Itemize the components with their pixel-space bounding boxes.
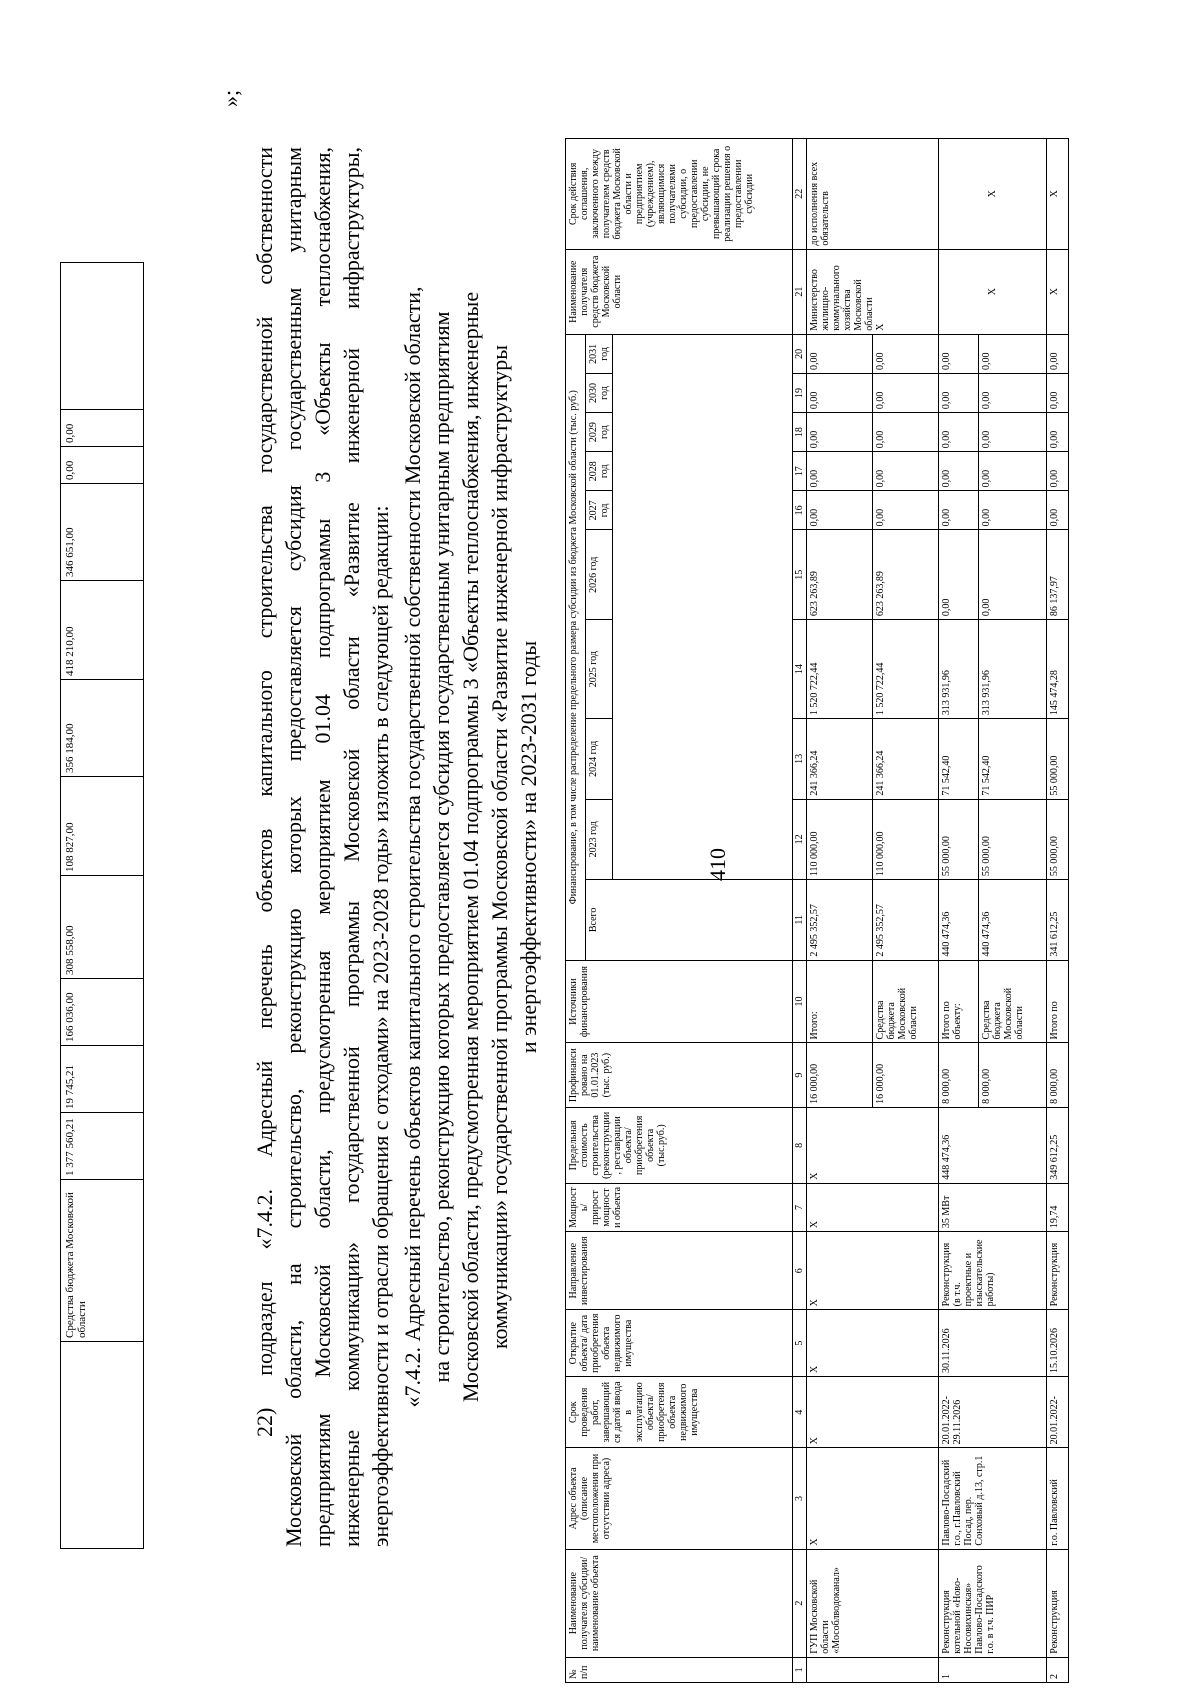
cell-direction: Х <box>807 1232 939 1310</box>
cell-value: 0,00 <box>939 491 979 530</box>
fragment-spacer <box>61 1342 144 1549</box>
cell-value: 0,00 <box>939 373 979 412</box>
cell-name: Реконструкция <box>1047 1549 1069 1657</box>
heading-line: Московской области, предусмотренная мероприятием 01.04 подпрограммы 3 «Объекты теплоснабжения, инженерные <box>458 291 483 1403</box>
column-number: 3 <box>793 1448 807 1549</box>
cell-source: Итого по объекту: <box>939 960 979 1043</box>
cell-recipient: Х <box>939 249 1047 334</box>
cell-term: 20.01.2022- <box>1047 1377 1069 1448</box>
fragment-value: 308 558,00 <box>61 876 144 979</box>
fragment-spacer <box>61 263 144 410</box>
heading-line: на строительство, реконструкцию которых предоставляется субсидия государственным унитарным предприятиям <box>429 311 454 1383</box>
cell-n <box>807 1657 939 1682</box>
paragraph-line: инженерные коммуникации» государственной программы Московской области «Развитие инженерной инфраструктуры, <box>339 147 364 1547</box>
table-row <box>1047 139 1069 1683</box>
cell-power: 19,74 <box>1047 1183 1069 1231</box>
cell-prefin: 16 000,00 <box>873 1043 939 1107</box>
column-number: 13 <box>793 719 807 800</box>
paragraph-line: Московской области, на строительство, реконструкцию которых предоставляется субсидия государственным унитарным <box>281 147 306 1547</box>
header-cost: Предельная стоимость строительства (реконструкции, реставрации объекта/ приобретения объекта (тыс.руб.) <box>566 1107 793 1183</box>
cell-value: 0,00 <box>939 413 979 452</box>
cell-value: 0,00 <box>1047 334 1069 373</box>
cell-value: 55 000,00 <box>1047 799 1069 880</box>
column-number: 10 <box>793 960 807 1043</box>
cell-value: 86 137,97 <box>1047 530 1069 620</box>
cell-value: 0,00 <box>873 452 939 491</box>
column-number: 21 <box>793 249 807 334</box>
column-number: 5 <box>793 1310 807 1377</box>
cell-value: 0,00 <box>979 491 1047 530</box>
cell-period: Х <box>1047 139 1069 250</box>
header-source: Источники финансирования <box>566 960 793 1043</box>
cell-prefin: 16 000,00 <box>807 1043 873 1107</box>
header-prefin: Профинансировано на 01.01.2023 (тыс. руб.) <box>566 1043 793 1107</box>
heading-line: и энергоэффективности» на 2023-2031 годы <box>516 640 541 1054</box>
fragment-value: 1 377 560,21 <box>61 1113 144 1180</box>
cell-term: 20.01.2022-29.11.2026 <box>939 1377 1047 1448</box>
cell-value: 313 931,96 <box>979 620 1047 719</box>
cell-total: 2 495 352,57 <box>873 880 939 961</box>
paragraph-line: энергоэффективности и отрасли обращения с отходами» на 2023-2028 годы» изложить в следующей редакции: <box>368 505 393 1547</box>
cell-value: 55 000,00 <box>979 799 1047 880</box>
column-number: 22 <box>793 139 807 250</box>
cell-cost: 349 612,25 <box>1047 1107 1069 1183</box>
header-year: 2023 год <box>586 799 613 880</box>
header-year-space <box>613 334 793 879</box>
header-address: Адрес объекта (описание местоположения при отсутствии адреса) <box>566 1448 793 1549</box>
header-recipient: Наименование получателя средств бюджета Московской области <box>566 249 793 334</box>
header-year: 2028 год <box>586 452 613 491</box>
fragment-value: 0,00 <box>61 447 144 484</box>
column-number: 15 <box>793 530 807 620</box>
cell-value: 55 000,00 <box>1047 719 1069 800</box>
cell-value: 0,00 <box>807 452 873 491</box>
cell-prefin: 8 000,00 <box>1047 1043 1069 1107</box>
address-list-table <box>565 138 1069 1683</box>
fragment-value: 346 651,00 <box>61 484 144 581</box>
column-number: 7 <box>793 1183 807 1231</box>
cell-power: 35 МВт <box>939 1183 1047 1231</box>
cell-source: Средства бюджета Московской области <box>873 960 939 1043</box>
cell-value: 0,00 <box>1047 413 1069 452</box>
cell-recipient: Х <box>1047 249 1069 334</box>
column-number: 16 <box>793 491 807 530</box>
cell-power: Х <box>807 1183 939 1231</box>
cell-value: 241 366,24 <box>873 719 939 800</box>
cell-prefin: 8 000,00 <box>939 1043 979 1107</box>
cell-total: 341 612,25 <box>1047 880 1069 961</box>
header-direction: Направление инвестирования <box>566 1232 793 1310</box>
cell-value: 313 931,96 <box>939 620 979 719</box>
column-number: 6 <box>793 1232 807 1310</box>
cell-source: Средства бюджета Московской области <box>979 960 1047 1043</box>
header-year: 2029 год <box>586 413 613 452</box>
cell-value: 0,00 <box>873 413 939 452</box>
header-period: Срок действия соглашения, заключенного между получателем средств бюджета Московской области и предприятием (учреждением), являющимися получателями субсидии, о предоставлении субсидии, не превышающий срока реализации решения о предоставлении субсидии <box>566 139 793 250</box>
cell-source: Итого: <box>807 960 873 1043</box>
cell-value: 0,00 <box>873 491 939 530</box>
cell-value: 623 263,89 <box>873 530 939 620</box>
fragment-value: 418 210,00 <box>61 581 144 680</box>
cell-value: 145 474,28 <box>1047 620 1069 719</box>
header-year: 2026 год <box>586 530 613 620</box>
recipient-mark: Х <box>875 323 886 331</box>
column-number: 17 <box>793 452 807 491</box>
cell-value: 0,00 <box>1047 373 1069 412</box>
cell-value: 0,00 <box>979 413 1047 452</box>
cell-value: 71 542,40 <box>979 719 1047 800</box>
cell-total: 440 474,36 <box>939 880 979 961</box>
cell-value: 0,00 <box>1047 452 1069 491</box>
column-number: 1 <box>793 1657 807 1682</box>
closing-quote: »; <box>218 89 243 107</box>
column-number: 20 <box>793 334 807 373</box>
cell-value: 0,00 <box>807 334 873 373</box>
column-number: 4 <box>793 1377 807 1448</box>
cell-recipient <box>807 249 939 334</box>
cell-value: 0,00 <box>939 334 979 373</box>
cell-total: 2 495 352,57 <box>807 880 873 961</box>
cell-source: Итого по <box>1047 960 1069 1043</box>
cell-value: 110 000,00 <box>807 799 873 880</box>
column-number: 18 <box>793 413 807 452</box>
fragment-value: 166 036,00 <box>61 979 144 1046</box>
header-year: 2024 год <box>586 719 613 800</box>
cell-value: 0,00 <box>939 452 979 491</box>
column-number: 9 <box>793 1043 807 1107</box>
cell-value: 110 000,00 <box>873 799 939 880</box>
header-term: Срок проведения работ, завершающийся датой ввода в эксплуатацию объекта/ приобретения объекта недвижимого имущества <box>566 1377 793 1448</box>
cell-value: 0,00 <box>807 373 873 412</box>
cell-total: 440 474,36 <box>979 880 1047 961</box>
header-power: Мощность/прирост мощности объекта <box>566 1183 793 1231</box>
header-year: 2030 год <box>586 373 613 412</box>
cell-value: 241 366,24 <box>807 719 873 800</box>
header-name: Наименование получателя субсидии/наименование объекта <box>566 1549 793 1657</box>
column-number: 12 <box>793 799 807 880</box>
cell-value: 0,00 <box>979 373 1047 412</box>
cell-open: 30.11.2026 <box>939 1310 1047 1377</box>
cell-value: 623 263,89 <box>807 530 873 620</box>
column-number: 14 <box>793 620 807 719</box>
cell-period: Х <box>939 139 1047 250</box>
cell-prefin: 8 000,00 <box>979 1043 1047 1107</box>
header-n: № п/п <box>566 1657 793 1682</box>
cell-n: 1 <box>939 1657 1047 1682</box>
fragment-value: 356 184,00 <box>61 680 144 777</box>
cell-cost: 448 474,36 <box>939 1107 1047 1183</box>
cell-value: 1 520 722,44 <box>807 620 873 719</box>
fragment-value: 19 745,21 <box>61 1046 144 1113</box>
cell-term: Х <box>807 1377 939 1448</box>
cell-value: 1 520 722,44 <box>873 620 939 719</box>
fragment-source: Средства бюджета Московской области <box>61 1180 144 1342</box>
header-total: Всего <box>586 880 793 961</box>
table-row <box>939 139 979 1683</box>
header-year: 2031 год <box>586 334 613 373</box>
cell-address: г.о. Павловский <box>1047 1448 1069 1549</box>
column-number: 11 <box>793 880 807 961</box>
cell-period: до исполнения всех обязательств <box>807 139 939 250</box>
cell-address: Павлово-Посадский г.о., г.Павловский Посад, пер. Сонховый д.13, стр.1 <box>939 1448 1047 1549</box>
cell-value: 0,00 <box>807 491 873 530</box>
page-number: 410 <box>705 848 730 881</box>
header-year: 2025 год <box>586 620 613 719</box>
column-numbers-row <box>793 139 807 1683</box>
table-row <box>807 139 873 1683</box>
cell-open: Х <box>807 1310 939 1377</box>
cell-value: 0,00 <box>979 334 1047 373</box>
cell-value: 0,00 <box>979 452 1047 491</box>
section-heading <box>398 147 543 1547</box>
fragment-value: 0,00 <box>61 410 144 447</box>
cell-name: Реконструкция котельной «Ново-Носовихинская» Павлово-Посадского г.о. в т.ч. ПИР <box>939 1549 1047 1657</box>
previous-table-fragment <box>60 262 144 1549</box>
paragraph-line: предприятиям Московской области, предусмотренная мероприятием 01.04 подпрограммы 3 «Объекты теплоснабжения, <box>310 147 335 1547</box>
header-fin-group: Финансирование, в том числе распределение предельного размера субсидии из бюджета Московской области (тыс. руб.) <box>566 334 586 960</box>
cell-value: 0,00 <box>979 530 1047 620</box>
cell-cost: Х <box>807 1107 939 1183</box>
recipient-name: Министерство жилищно-коммунального хозяйства Московской области <box>809 265 875 331</box>
column-number: 19 <box>793 373 807 412</box>
cell-direction: Реконструкция <box>1047 1232 1069 1310</box>
header-year: 2027 год <box>586 491 613 530</box>
heading-line: коммуникации» государственной программы Московской области «Развитие инженерной инфраструктуры <box>487 345 512 1350</box>
cell-address: Х <box>807 1448 939 1549</box>
cell-open: 15.10.2026 <box>1047 1310 1069 1377</box>
cell-name: ГУП Московской области «Мособлводоканал» <box>807 1549 939 1657</box>
cell-value: 0,00 <box>873 334 939 373</box>
cell-value: 71 542,40 <box>939 719 979 800</box>
cell-direction: Реконструкция (в т.ч. проектные и изыскательские работы) <box>939 1232 1047 1310</box>
fragment-value: 108 827,00 <box>61 777 144 876</box>
paragraph-22 <box>250 147 395 1547</box>
cell-value: 0,00 <box>939 530 979 620</box>
paragraph-line: 22) подраздел «7.4.2. Адресный перечень объектов капитального строительства государственной собственности <box>252 147 277 1437</box>
column-number: 2 <box>793 1549 807 1657</box>
cell-value: 0,00 <box>807 413 873 452</box>
cell-value: 55 000,00 <box>939 799 979 880</box>
cell-n: 2 <box>1047 1657 1069 1682</box>
header-open: Открытие объекта/ дата приобретения объекта недвижимого имущества <box>566 1310 793 1377</box>
cell-value: 0,00 <box>873 373 939 412</box>
column-number: 8 <box>793 1107 807 1183</box>
heading-line: «7.4.2. Адресный перечень объектов капитального строительства государственной собственности Московской области, <box>400 286 425 1408</box>
cell-value: 0,00 <box>1047 491 1069 530</box>
